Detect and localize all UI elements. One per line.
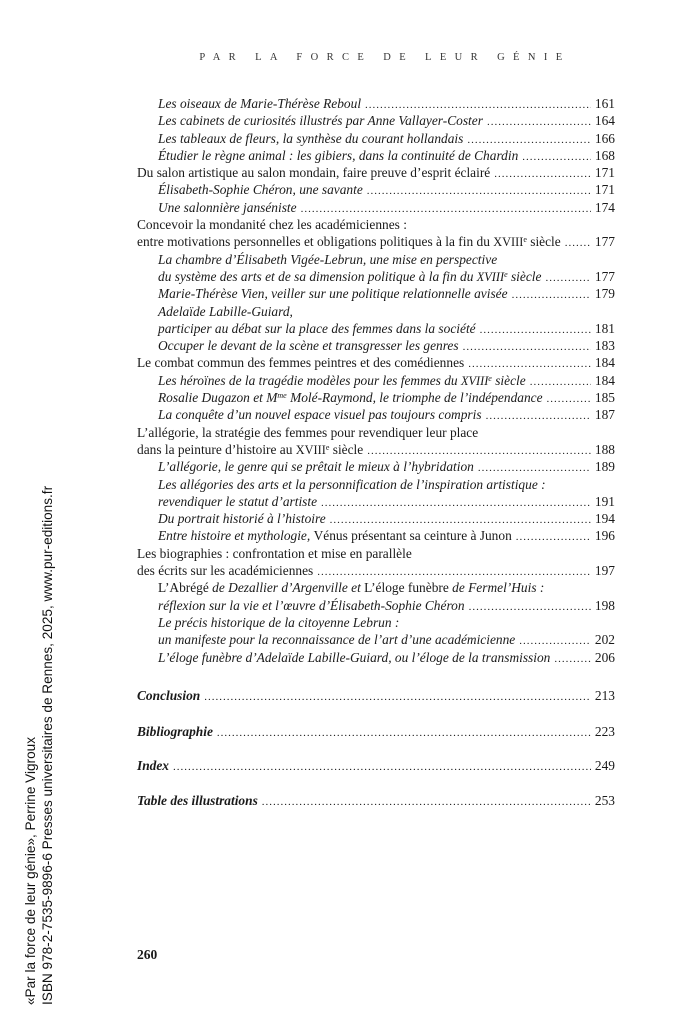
toc-entry: des écrits sur les académiciennes ..... 197 bbox=[137, 562, 615, 579]
toc-section-conclusion: Conclusion ..... 213 bbox=[137, 688, 615, 704]
toc-entry: Concevoir la mondanité chez les académiciennes : bbox=[137, 217, 407, 233]
toc-entry: Élisabeth-Sophie Chéron, une savante ..... 171 bbox=[137, 181, 615, 198]
toc-entry: Les oiseaux de Marie-Thérèse Reboul ..... 161 bbox=[137, 95, 615, 112]
toc-entry: Étudier le règne animal : les gibiers, dans la continuité de Chardin ..... 168 bbox=[137, 147, 615, 164]
toc-entry: réflexion sur la vie et l’œuvre d’Élisabeth-Sophie Chéron ..... 198 bbox=[137, 597, 615, 614]
toc-entry: dans la peinture d’histoire au XVIIIe siècle ..... 188 bbox=[137, 441, 615, 458]
toc-entry: La chambre d’Élisabeth Vigée-Lebrun, une mise en perspective bbox=[158, 251, 498, 267]
page-number: 260 bbox=[137, 947, 158, 962]
toc-entry: L’éloge funèbre d’Adelaïde Labille-Guiard, ou l’éloge de la transmission ..... 206 bbox=[137, 649, 615, 666]
toc-entry: Les héroïnes de la tragédie modèles pour les femmes du XVIIIe siècle ..... 184 bbox=[137, 372, 615, 389]
toc-entry: Les biographies : confrontation et mise en parallèle bbox=[137, 545, 412, 561]
toc-entry: L’Abrégé de Dezallier d’Argenville et L’éloge funèbre de Fermel’Huis : bbox=[158, 580, 545, 596]
side-note-line-1: «Par la force de leur génie», Perrine Vigroux bbox=[23, 736, 38, 1005]
toc-entry: La conquête d’un nouvel espace visuel pas toujours compris ..... 187 bbox=[137, 406, 615, 423]
toc-entry: Le précis historique de la citoyenne Lebrun : bbox=[158, 614, 400, 630]
toc-entry: Entre histoire et mythologie, Vénus présentant sa ceinture à Junon ..... 196 bbox=[137, 527, 615, 544]
side-note bbox=[22, 486, 56, 1005]
toc-entry: Occuper le devant de la scène et transgresser les genres ..... 183 bbox=[137, 337, 615, 354]
toc-entry: un manifeste pour la reconnaissance de l’art d’une académicienne ..... 202 bbox=[137, 631, 615, 648]
toc-entry: Marie-Thérèse Vien, veiller sur une politique relationnelle avisée ..... 179 bbox=[137, 285, 615, 302]
toc-section-illustrations: Table des illustrations ..... 253 bbox=[137, 793, 615, 809]
toc-entry: du système des arts et de sa dimension politique à la fin du XVIIIe siècle ..... 177 bbox=[137, 268, 615, 285]
toc-entry: entre motivations personnelles et obligations politiques à la fin du XVIIIe siècle ..... 177 bbox=[137, 233, 615, 250]
toc-entry: Les tableaux de fleurs, la synthèse du courant hollandais ..... 166 bbox=[137, 130, 615, 147]
toc-entry: Le combat commun des femmes peintres et des comédiennes ..... 184 bbox=[137, 354, 615, 371]
side-note-line-2: ISBN 978-2-7535-9896-6 Presses universitaires de Rennes, 2025, www.pur-editions.fr bbox=[40, 485, 55, 1005]
toc-entry: Du salon artistique au salon mondain, faire preuve d’esprit éclairé ..... 171 bbox=[137, 164, 615, 181]
toc-entry: revendiquer le statut d’artiste ..... 191 bbox=[137, 493, 615, 510]
running-head: PAR LA FORCE DE LEUR GÉNIE bbox=[199, 52, 571, 63]
toc-entry: Adelaïde Labille-Guiard, bbox=[158, 303, 293, 319]
toc-entry: Une salonnière janséniste ..... 174 bbox=[137, 199, 615, 216]
toc-entry: L’allégorie, la stratégie des femmes pour revendiquer leur place bbox=[137, 424, 479, 440]
toc-entry: Rosalie Dugazon et $M^{me}$ Molé-Raymond, le triomphe de l’indépendance ..... 185 bbox=[137, 389, 615, 406]
toc-entry: Les cabinets de curiosités illustrés par Anne Vallayer-Coster ..... 164 bbox=[137, 112, 615, 129]
toc-section-index: Index ..... 249 bbox=[137, 758, 615, 774]
toc-section-bibliographie: Bibliographie ..... 223 bbox=[137, 724, 615, 740]
toc-entry: L’allégorie, le genre qui se prêtait le mieux à l’hybridation ..... 189 bbox=[137, 458, 615, 475]
toc-entry: participer au débat sur la place des femmes dans la société ..... 181 bbox=[137, 320, 615, 337]
toc-entry: Du portrait historié à l’histoire ..... 194 bbox=[137, 510, 615, 527]
table-of-contents bbox=[137, 95, 615, 666]
toc-entry: Les allégories des arts et la personnification de l’inspiration artistique : bbox=[158, 476, 546, 492]
